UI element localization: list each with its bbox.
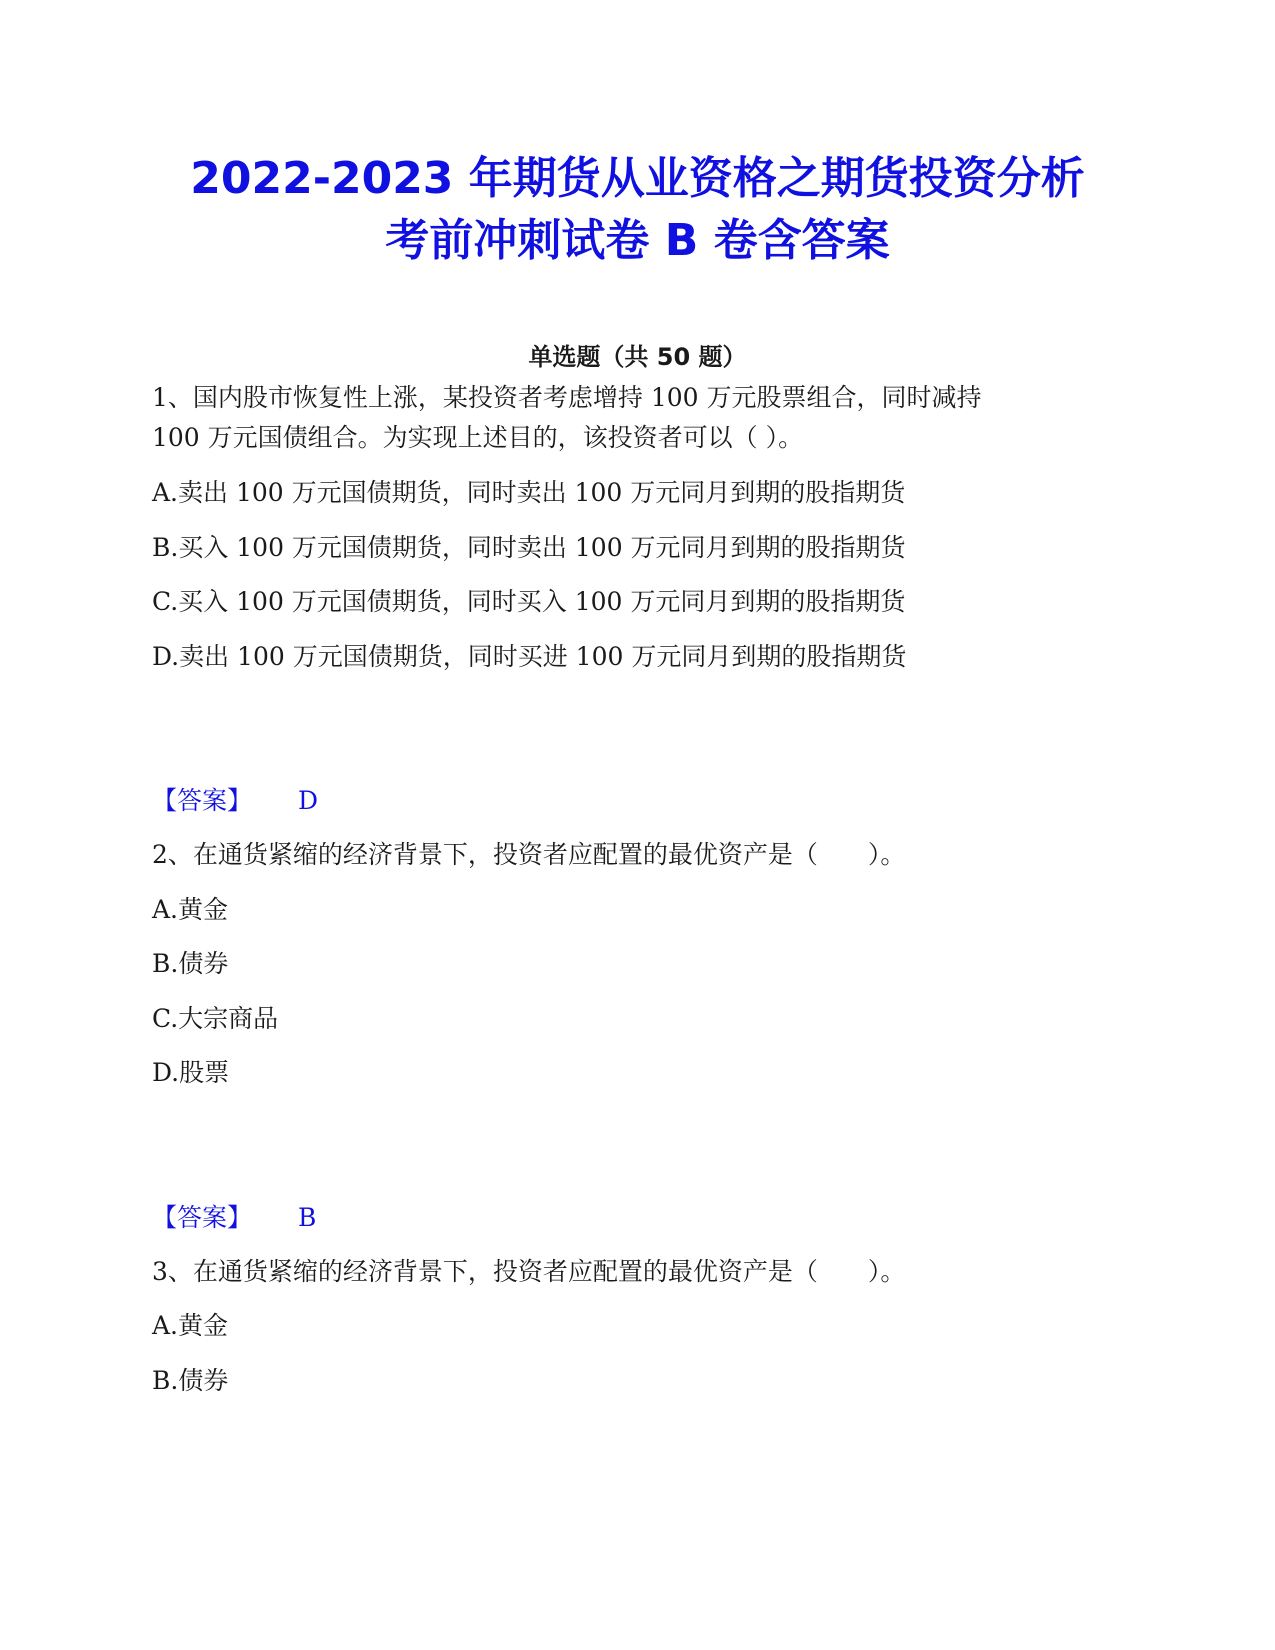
- question-1-option-a: A.卖出 100 万元国债期货，同时卖出 100 万元同月到期的股指期货: [152, 478, 906, 507]
- question-2-option-a: A.黄金: [152, 895, 229, 924]
- question-3-option-b: B.债券: [152, 1366, 229, 1395]
- question-1-stem-line-1: 1、国内股市恢复性上涨，某投资者考虑增持 100 万元股票组合，同时减持: [152, 383, 982, 412]
- question-1-answer: [152, 781, 318, 817]
- question-1-option-b: B.买入 100 万元国债期货，同时卖出 100 万元同月到期的股指期货: [152, 533, 906, 562]
- question-3-option-a: A.黄金: [152, 1311, 229, 1340]
- question-3-stem: 3、在通货紧缩的经济背景下，投资者应配置的最优资产是（ ）。: [152, 1257, 906, 1286]
- title-line-2: 考前冲刺试卷 B 卷含答案: [385, 215, 890, 266]
- title-line-1: 2022-2023 年期货从业资格之期货投资分析: [190, 153, 1085, 204]
- question-2-option-b: B.债券: [152, 949, 229, 978]
- document-title: [100, 148, 1175, 272]
- question-2-answer: [152, 1198, 316, 1234]
- question-2-stem: 2、在通货紧缩的经济背景下，投资者应配置的最优资产是（ ）。: [152, 840, 906, 869]
- question-2-option-c: C.大宗商品: [152, 1004, 279, 1033]
- question-1-option-d: D.卖出 100 万元国债期货，同时买进 100 万元同月到期的股指期货: [152, 642, 907, 671]
- question-1-stem-line-2: 100 万元国债组合。为实现上述目的，该投资者可以（ ）。: [152, 423, 804, 452]
- answer-label: 【答案】: [152, 1203, 253, 1232]
- answer-value: B: [298, 1203, 317, 1232]
- answer-label: 【答案】: [152, 786, 253, 815]
- question-1-option-c: C.买入 100 万元国债期货，同时买入 100 万元同月到期的股指期货: [152, 587, 906, 616]
- section-heading: 单选题（共 50 题）: [528, 343, 747, 371]
- question-2-option-d: D.股票: [152, 1058, 230, 1087]
- answer-value: D: [298, 786, 319, 815]
